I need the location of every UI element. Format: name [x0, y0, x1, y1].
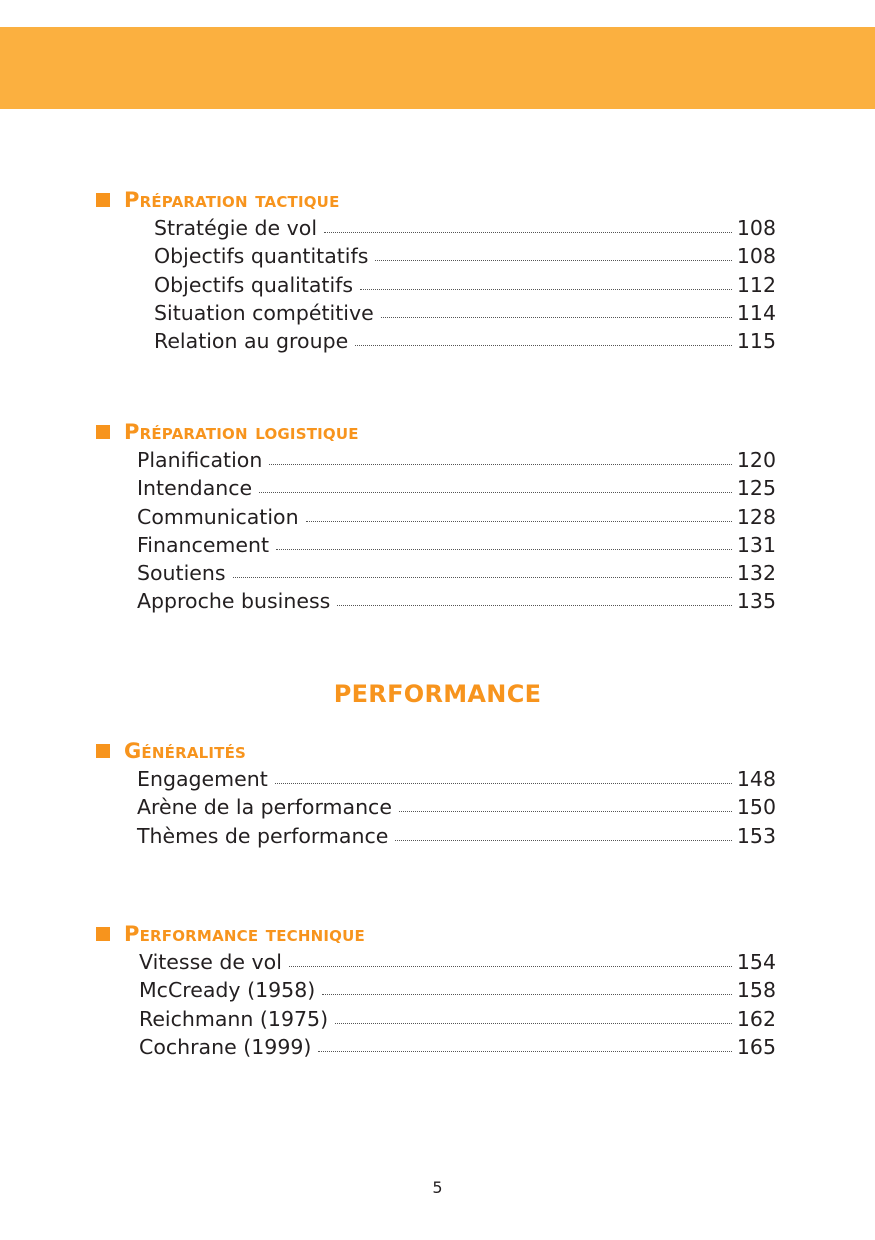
square-bullet-icon — [96, 193, 110, 207]
square-bullet-icon — [96, 744, 110, 758]
section-title: Préparation logistique — [124, 420, 359, 444]
dot-leader — [337, 604, 732, 606]
section-generalites — [96, 738, 776, 849]
dot-leader — [233, 576, 732, 578]
toc-entry[interactable] — [139, 948, 776, 976]
toc-entry[interactable] — [139, 976, 776, 1004]
entry-label: Planification — [137, 448, 263, 472]
toc-entry[interactable] — [137, 822, 776, 850]
entry-page: 132 — [736, 561, 776, 586]
section-title: Performance technique — [124, 922, 365, 946]
toc-entry[interactable] — [137, 474, 776, 502]
entry-page: 131 — [736, 532, 776, 557]
entry-page: 165 — [736, 1034, 776, 1059]
dot-leader — [324, 231, 732, 233]
dot-leader — [259, 491, 732, 493]
dot-leader — [289, 965, 732, 967]
section-heading — [96, 419, 776, 445]
dot-leader — [275, 782, 732, 784]
toc-entry[interactable] — [154, 327, 776, 355]
entry-label: Intendance — [137, 476, 253, 501]
section-title: Généralités — [124, 739, 247, 763]
toc-entry[interactable] — [137, 587, 776, 615]
section-preparation-logistique — [96, 419, 776, 615]
toc-entry[interactable] — [137, 765, 776, 793]
toc-entry[interactable] — [137, 793, 776, 821]
entry-page: 158 — [736, 978, 776, 1003]
header-band — [0, 27, 875, 109]
entry-label: Cochrane (1999) — [139, 1034, 312, 1059]
toc-entry[interactable] — [154, 299, 776, 327]
entry-page: 114 — [736, 300, 776, 325]
entry-page: 108 — [736, 216, 776, 240]
entry-label: Objectifs quantitatifs — [154, 244, 369, 269]
square-bullet-icon — [96, 927, 110, 941]
dot-leader — [360, 288, 732, 290]
dot-leader — [322, 993, 732, 995]
entry-page: 120 — [736, 448, 776, 472]
entry-label: Objectifs qualitatifs — [154, 272, 354, 297]
part-title: PERFORMANCE — [333, 680, 542, 708]
entry-label: Communication — [137, 504, 299, 529]
entry-label: Reichmann (1975) — [139, 1006, 329, 1031]
square-bullet-icon — [96, 425, 110, 439]
dot-leader — [335, 1022, 732, 1024]
entry-label: Arène de la performance — [137, 795, 392, 820]
entry-page: 128 — [736, 504, 776, 529]
entry-label: McCready (1958) — [139, 978, 316, 1003]
entry-page: 150 — [736, 795, 776, 820]
entry-label: Soutiens — [137, 561, 226, 586]
entry-page: 112 — [736, 272, 776, 297]
toc-entry[interactable] — [154, 214, 776, 242]
toc-entry[interactable] — [137, 531, 776, 559]
entry-page: 153 — [736, 823, 776, 848]
entry-label: Relation au groupe — [154, 329, 349, 354]
dot-leader — [375, 259, 731, 261]
page-number: 5 — [432, 1178, 443, 1197]
section-heading — [96, 921, 776, 947]
entry-page: 108 — [736, 244, 776, 269]
entry-label: Approche business — [137, 589, 331, 614]
section-heading — [96, 187, 776, 213]
dot-leader — [355, 344, 732, 346]
dot-leader — [395, 839, 732, 841]
toc-entry[interactable] — [154, 271, 776, 299]
entry-label: Stratégie de vol — [154, 216, 318, 240]
dot-leader — [318, 1050, 731, 1052]
section-preparation-tactique — [96, 187, 776, 354]
entry-page: 162 — [736, 1006, 776, 1031]
toc-entry[interactable] — [137, 446, 776, 474]
section-heading — [96, 738, 776, 764]
entry-page: 148 — [736, 767, 776, 791]
entry-page: 135 — [736, 589, 776, 614]
entry-page: 154 — [736, 950, 776, 974]
toc-entry[interactable] — [139, 1033, 776, 1061]
toc-entry[interactable] — [137, 503, 776, 531]
section-title: Préparation tactique — [124, 188, 340, 212]
entry-label: Financement — [137, 532, 270, 557]
toc-entry[interactable] — [139, 1005, 776, 1033]
dot-leader — [399, 810, 732, 812]
entry-label: Engagement — [137, 767, 268, 791]
entry-label: Thèmes de performance — [137, 823, 389, 848]
dot-leader — [276, 548, 732, 550]
entry-page: 115 — [736, 329, 776, 354]
toc-entry[interactable] — [154, 242, 776, 270]
entry-label: Situation compétitive — [154, 300, 374, 325]
toc-entry[interactable] — [137, 559, 776, 587]
dot-leader — [306, 520, 732, 522]
dot-leader — [269, 463, 732, 465]
dot-leader — [381, 316, 732, 318]
section-performance-technique — [96, 921, 776, 1060]
entry-label: Vitesse de vol — [139, 950, 282, 974]
entry-page: 125 — [736, 476, 776, 501]
